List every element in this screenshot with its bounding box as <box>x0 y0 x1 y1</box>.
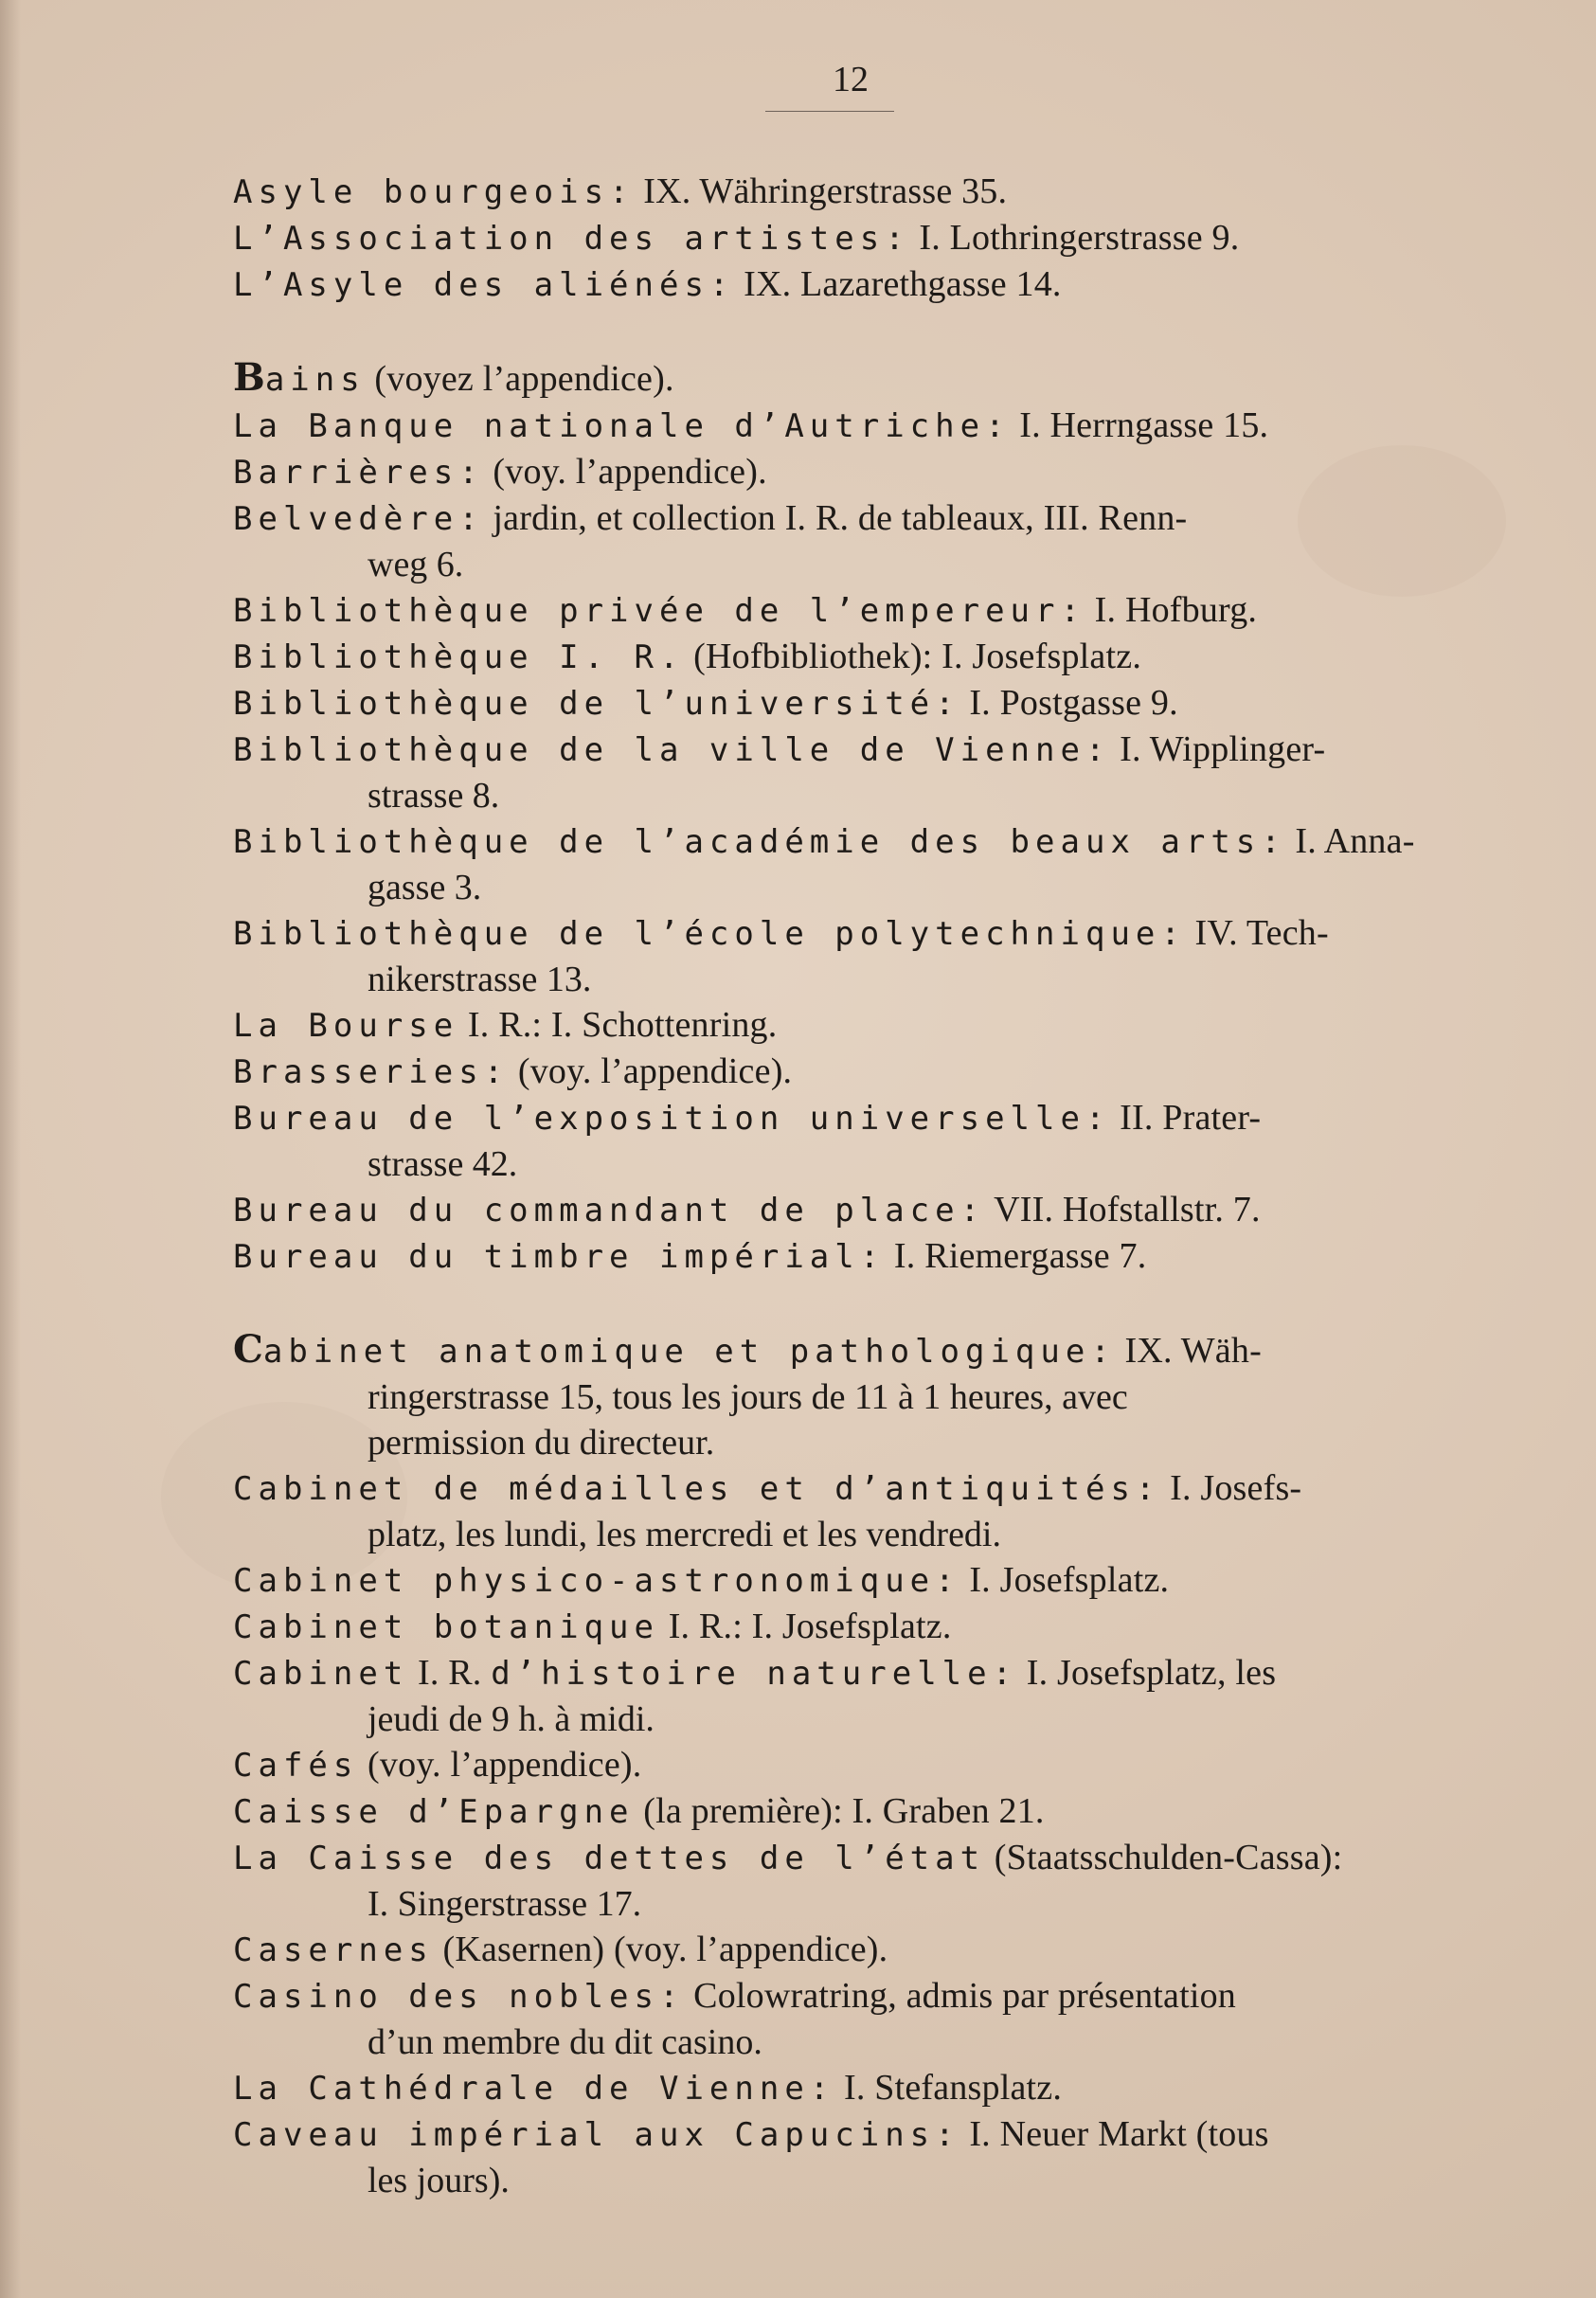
entry-term: Casino des nobles: <box>233 1978 685 2016</box>
entry-text: I. Josefsplatz. <box>959 1560 1170 1600</box>
entry-term: Bibliothèque de l’université: <box>233 685 960 723</box>
entry-continuation: platz, les lundi, les mercredi et les vendredi. <box>368 1515 1001 1554</box>
entry-term: Bibliothèque de l’école polytechnique: <box>233 915 1186 953</box>
entry-text: I. Neuer Markt (tous <box>959 2114 1269 2154</box>
list-item <box>233 1742 1436 1788</box>
entry-text: IX. Lazarethgasse 14. <box>734 264 1062 304</box>
entry-term: Bureau du timbre impérial: <box>233 1238 886 1276</box>
directory-list <box>233 169 1436 2203</box>
entry-text: II. Prater- <box>1110 1098 1262 1138</box>
entry-continuation: les jours). <box>368 2161 510 2200</box>
entry-term: La Cathédrale de Vienne: <box>233 2070 835 2108</box>
entry-term: ains <box>264 361 366 399</box>
entry-text: Colowratring, admis par présentation <box>684 1976 1237 2016</box>
entry-text: I. Josefs- <box>1160 1468 1302 1508</box>
entry-continuation: nikerstrasse 13. <box>368 960 592 999</box>
list-item <box>233 449 1436 495</box>
list-item <box>233 910 1436 957</box>
entry-term: Bibliothèque privée de l’empereur: <box>233 592 1085 630</box>
list-item <box>233 1095 1436 1141</box>
list-item <box>233 1049 1436 1095</box>
entry-term-secondary: d’histoire naturelle: <box>491 1655 1018 1693</box>
list-item <box>233 1002 1436 1049</box>
list-item <box>233 1604 1436 1650</box>
page-number-rule <box>765 111 894 112</box>
entry-text: I. Postgasse 9. <box>959 683 1178 723</box>
entry-text: (Kasernen) (voy. l’appendice). <box>433 1930 888 1969</box>
list-item <box>233 403 1436 449</box>
entry-text: I. Stefansplatz. <box>834 2068 1063 2108</box>
entry-text: I. Lothringerstrasse 9. <box>909 218 1240 258</box>
drop-initial: B <box>233 355 265 400</box>
list-item <box>233 261 1436 308</box>
entry-term: Caisse d’Epargne <box>233 1793 635 1831</box>
entry-text-secondary: I. Josefsplatz, les <box>1017 1653 1277 1693</box>
entry-text: I. R.: I. Schottenring. <box>458 1005 778 1045</box>
entry-text: IX. Wäh- <box>1115 1331 1262 1371</box>
list-item <box>233 1187 1436 1233</box>
entry-term: Brasseries: <box>233 1053 510 1091</box>
list-item <box>233 1973 1436 2020</box>
entry-term: La Bourse <box>233 1007 459 1045</box>
list-item <box>233 680 1436 727</box>
entry-term: L’Asyle des aliénés: <box>233 266 735 304</box>
list-item <box>233 2111 1436 2158</box>
list-item <box>233 727 1436 773</box>
entry-continuation: d’un membre du dit casino. <box>368 2022 762 2062</box>
list-item <box>233 1788 1436 1835</box>
entry-text: I. R.: I. Josefsplatz. <box>659 1607 952 1646</box>
entry-term: abinet anatomique et pathologique: <box>262 1333 1116 1371</box>
entry-term: Barrières: <box>233 454 484 492</box>
entry-text: (voy. l’appendice). <box>358 1745 642 1785</box>
list-item <box>233 355 1436 403</box>
list-item <box>233 215 1436 261</box>
list-item <box>233 1327 1436 1374</box>
entry-term: Cabinet de médailles et d’antiquités: <box>233 1470 1161 1508</box>
entry-text: I. R. <box>408 1653 492 1693</box>
entry-term: La Caisse des dettes de l’état <box>233 1840 986 1877</box>
entry-term: Cafés <box>233 1747 359 1785</box>
entry-continuation: ringerstrasse 15, tous les jours de 11 à 1 heures, avec <box>368 1377 1128 1417</box>
section-spacer <box>233 308 1436 355</box>
list-item <box>233 818 1436 865</box>
entry-term: Bibliothèque de la ville de Vienne: <box>233 731 1111 769</box>
entry-continuation: permission du directeur. <box>368 1423 715 1463</box>
list-item <box>233 169 1436 215</box>
list-item <box>233 1835 1436 1881</box>
entry-text: I. Anna- <box>1285 821 1415 861</box>
entry-text: VII. Hofstallstr. 7. <box>985 1190 1261 1230</box>
list-item <box>233 587 1436 634</box>
entry-text: IV. Tech- <box>1185 913 1329 953</box>
list-item <box>233 495 1436 542</box>
entry-term: Casernes <box>233 1931 434 1969</box>
entry-text: (voyez l’appendice). <box>365 359 674 399</box>
entry-term: L’Association des artistes: <box>233 220 910 258</box>
entry-text: (voy. l’appendice). <box>509 1051 793 1091</box>
entry-continuation: weg 6. <box>368 545 464 584</box>
drop-initial: C <box>233 1327 263 1372</box>
entry-text: I. Riemergasse 7. <box>885 1236 1147 1276</box>
entry-text: (Staatsschulden-Cassa): <box>985 1838 1343 1877</box>
entry-term: Caveau impérial aux Capucins: <box>233 2116 960 2154</box>
list-item <box>233 634 1436 680</box>
entry-term: Belvedère: <box>233 500 484 538</box>
entry-continuation: jeudi de 9 h. à midi. <box>368 1699 655 1739</box>
entry-continuation: strasse 8. <box>368 776 500 816</box>
entry-continuation: strasse 42. <box>368 1144 518 1184</box>
entry-continuation: I. Singerstrasse 17. <box>368 1884 642 1924</box>
page-number: 12 <box>833 60 869 99</box>
entry-term: Bureau de l’exposition universelle: <box>233 1100 1111 1138</box>
entry-term: Bibliothèque de l’académie des beaux arts: <box>233 823 1286 861</box>
entry-text: (voy. l’appendice). <box>483 452 767 492</box>
entry-term: Cabinet <box>233 1655 409 1693</box>
list-item <box>233 2065 1436 2111</box>
entry-text: IX. Währingerstrasse 35. <box>634 171 1008 211</box>
entry-term: Cabinet botanique <box>233 1608 659 1646</box>
entry-term: Cabinet physico-astronomique: <box>233 1562 960 1600</box>
entry-term: Asyle bourgeois: <box>233 173 635 211</box>
entry-continuation: gasse 3. <box>368 868 482 907</box>
entry-term: La Banque nationale d’Autriche: <box>233 407 1011 445</box>
entry-term: Bureau du commandant de place: <box>233 1192 986 1230</box>
list-item <box>233 1650 1436 1697</box>
entry-term: Bibliothèque I. R. <box>233 638 685 676</box>
entry-text: (Hofbibliothek): I. Josefsplatz. <box>684 637 1142 676</box>
section-spacer <box>233 1280 1436 1327</box>
entry-text: (la première): I. Graben 21. <box>634 1791 1045 1831</box>
entry-text: I. Herrngasse 15. <box>1010 405 1269 445</box>
list-item <box>233 1557 1436 1604</box>
list-item <box>233 1233 1436 1280</box>
entry-text: I. Wipplinger- <box>1110 729 1326 769</box>
entry-text: jardin, et collection I. R. de tableaux, III. Renn- <box>483 498 1188 538</box>
list-item <box>233 1465 1436 1512</box>
entry-text: I. Hofburg. <box>1085 590 1258 630</box>
list-item <box>233 1927 1436 1973</box>
